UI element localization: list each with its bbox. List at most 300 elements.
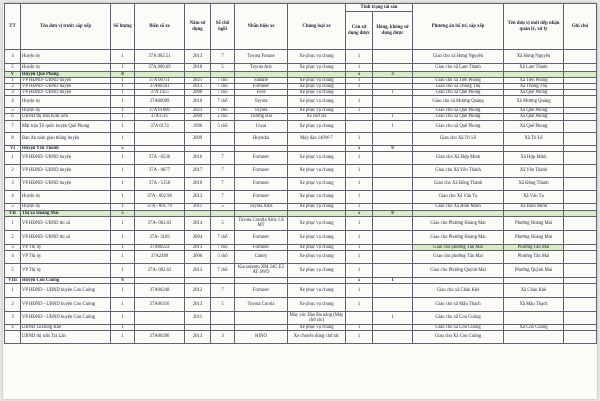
cell-broken bbox=[373, 331, 413, 344]
cell-new-unit: Phường Quỳnh Mai bbox=[504, 263, 564, 277]
cell-usable: 1 bbox=[346, 78, 373, 84]
header-note: Ghi chú bbox=[564, 4, 597, 50]
cell-type: Máy xúc Đào Đa năng (Máy chở rác) bbox=[288, 311, 346, 324]
cell-seats: 5 bbox=[211, 216, 235, 230]
cell-usable: 1 bbox=[346, 177, 373, 190]
cell-year: 2011 bbox=[185, 311, 211, 324]
cell-plate: 37A- 3169 bbox=[135, 230, 185, 244]
cell-qty: 1 bbox=[111, 164, 135, 177]
table-row bbox=[5, 203, 597, 210]
table-row bbox=[5, 283, 597, 297]
cell-new-unit: Xã Châu Khê bbox=[504, 283, 564, 297]
cell-tt: 2 bbox=[5, 84, 21, 90]
cell-plan: Giao cho Xã Hợp Minh bbox=[413, 151, 504, 164]
cell-plate: 37A 00751 bbox=[135, 78, 185, 84]
cell-new-unit: Phường Tân Mai bbox=[504, 244, 564, 250]
cell-qty: 1 bbox=[111, 216, 135, 230]
cell-year: 2008 bbox=[185, 90, 211, 96]
cell-usable: 5 bbox=[346, 277, 373, 283]
cell-type: Xe phục vụ chung bbox=[288, 230, 346, 244]
cell-qty: 1 bbox=[111, 108, 135, 114]
cell-new-unit: Phường Tân Mai bbox=[504, 250, 564, 263]
cell-tt: 2 bbox=[5, 297, 21, 311]
table-row bbox=[5, 331, 597, 344]
cell-type: Xe phục vụ chung bbox=[288, 84, 346, 90]
cell-tt: V bbox=[5, 72, 21, 78]
header-year: Năm sử dụng bbox=[185, 4, 211, 50]
cell-plan: Giao cho Phường Quỳnh Mai bbox=[413, 263, 504, 277]
cell-note bbox=[564, 132, 597, 145]
cell-plan: Giao cho xã Thông Thụ bbox=[413, 84, 504, 90]
header-plate: Biển số xe bbox=[135, 4, 185, 50]
cell-qty: 1 bbox=[111, 50, 135, 64]
table-row bbox=[5, 177, 597, 190]
cell-tt: 6 bbox=[5, 114, 21, 120]
cell-qty: 1 bbox=[111, 132, 135, 145]
cell-note bbox=[564, 216, 597, 230]
cell-seats: 5 bbox=[211, 64, 235, 72]
vehicle-table bbox=[4, 3, 597, 344]
cell-seats: 7 bbox=[211, 50, 235, 64]
cell-plan: Giao cho xã Mường Quàng bbox=[413, 96, 504, 108]
cell-qty: 6 bbox=[111, 277, 135, 283]
cell-seats: 7 bbox=[211, 177, 235, 190]
cell-usable: 1 bbox=[346, 108, 373, 114]
cell-tt: VIII bbox=[5, 277, 21, 283]
cell-new-unit: Phường Hoàng Mai bbox=[504, 216, 564, 230]
cell-usable: 1 bbox=[346, 84, 373, 90]
table-row bbox=[5, 263, 597, 277]
cell-plate: 37A- 003.03 bbox=[135, 216, 185, 230]
cell-year: 2016 bbox=[185, 151, 211, 164]
cell-seats: 7 chỗ bbox=[211, 244, 235, 250]
cell-type: Xe phục vụ chung bbox=[288, 283, 346, 297]
cell-plan: Giao cho xã Hưng Nguyên bbox=[413, 50, 504, 64]
cell-plan: Giao cho xã Lam Thành bbox=[413, 64, 504, 72]
cell-note bbox=[564, 263, 597, 277]
cell-usable: 1 bbox=[346, 250, 373, 263]
cell-usable: 1 bbox=[346, 230, 373, 244]
cell-tt: 5 bbox=[5, 203, 21, 210]
cell-qty: 1 bbox=[111, 230, 135, 244]
cell-brand: Toyota Atis bbox=[235, 64, 288, 72]
cell-unit: Huyện ủy bbox=[21, 64, 111, 72]
cell-new-unit: Xã Quế Phong bbox=[504, 90, 564, 96]
cell-type: Xe phục vụ chung bbox=[288, 64, 346, 72]
cell-broken: 1 bbox=[373, 90, 413, 96]
cell-brand: Toyota Fotune bbox=[235, 50, 288, 64]
cell-unit: Ban An toàn giao thông huyện bbox=[21, 132, 111, 145]
cell-plate: 37A00248 bbox=[135, 283, 185, 297]
cell-brand: Uwai bbox=[235, 120, 288, 132]
cell-note bbox=[564, 190, 597, 203]
cell-type: Xe phục vụ chung bbox=[288, 190, 346, 203]
cell-tt: 1 bbox=[5, 78, 21, 84]
cell-plan: Giao cho xã Quế Phong bbox=[413, 114, 504, 120]
cell-type: Xe phục vụ chung bbox=[288, 108, 346, 114]
cell-plan: Giao cho Xã Tri Lễ bbox=[413, 132, 504, 145]
cell-seats: 7 bbox=[211, 151, 235, 164]
cell-usable: 1 bbox=[346, 244, 373, 250]
header-qty: Số lượng bbox=[111, 4, 135, 50]
cell-plate: 37A - 002.98 bbox=[135, 190, 185, 203]
cell-qty: 5 bbox=[111, 210, 135, 216]
cell-broken bbox=[373, 164, 413, 177]
cell-type: Xe chuyên dùng chở rác bbox=[288, 331, 346, 344]
cell-usable: 1 bbox=[346, 64, 373, 72]
cell-qty: 8 bbox=[111, 72, 135, 78]
cell-new-unit: Xã Quế Phong bbox=[504, 114, 564, 120]
table-row bbox=[5, 132, 597, 145]
cell-note bbox=[564, 283, 597, 297]
cell-tt: 3 bbox=[5, 311, 21, 324]
cell-brand: Fortuner bbox=[235, 177, 288, 190]
cell-brand: Toyota Corolla Altis 1.8 MT bbox=[235, 216, 288, 230]
cell-broken: 0 bbox=[373, 145, 413, 151]
cell-broken: 0 bbox=[373, 210, 413, 216]
cell-unit: VP HĐND- UBND thị xã bbox=[21, 230, 111, 244]
cell-qty: 1 bbox=[111, 78, 135, 84]
cell-broken: 1 bbox=[373, 277, 413, 283]
cell-qty: 1 bbox=[111, 114, 135, 120]
cell-tt: 1 bbox=[5, 216, 21, 230]
cell-note bbox=[564, 96, 597, 108]
cell-tt: 3 bbox=[5, 90, 21, 96]
cell-qty: 1 bbox=[111, 96, 135, 108]
cell-usable: 1 bbox=[346, 324, 373, 330]
cell-brand: Fortuner bbox=[235, 244, 288, 250]
cell-seats bbox=[211, 311, 235, 324]
cell-unit: Huyện ủy bbox=[21, 108, 111, 114]
cell-type: Xe phục vụ chung bbox=[288, 151, 346, 164]
cell-usable bbox=[346, 120, 373, 132]
cell-type: Xe phục vụ chung bbox=[288, 250, 346, 263]
cell-year: 2023 bbox=[185, 108, 211, 114]
cell-type: Xe phục vụ chung bbox=[288, 324, 346, 330]
cell-plate: 37A2489 bbox=[135, 250, 185, 263]
cell-year: 2014 bbox=[185, 216, 211, 230]
cell-qty: 1 bbox=[111, 331, 135, 344]
cell-unit: Huyện ủy bbox=[21, 96, 111, 108]
cell-usable: 1 bbox=[346, 331, 373, 344]
cell-year: 2012 bbox=[185, 283, 211, 297]
cell-plan: Giao cho Xã Vân Tụ bbox=[413, 190, 504, 203]
cell-broken bbox=[373, 203, 413, 210]
cell-year: 2010 bbox=[185, 177, 211, 190]
header-seats: Số chỗ ngồi bbox=[211, 4, 235, 50]
cell-qty: 1 bbox=[111, 84, 135, 90]
cell-plan: Giao cho Phường Hoàng Mai bbox=[413, 230, 504, 244]
cell-unit: VP HĐND- UBND thị xã bbox=[21, 216, 111, 230]
table-row bbox=[5, 151, 597, 164]
cell-usable: 1 bbox=[346, 263, 373, 277]
cell-unit: VP HĐND- UBND huyện bbox=[21, 151, 111, 164]
cell-broken bbox=[373, 263, 413, 277]
cell-usable bbox=[346, 311, 373, 324]
cell-note bbox=[564, 297, 597, 311]
cell-unit: Mặt trận Tổ quốc huyện Quế Phong bbox=[21, 120, 111, 132]
cell-plan: Giao cho xã Quế Phong bbox=[413, 120, 504, 132]
cell-plate: 37A - 0677 bbox=[135, 164, 185, 177]
cell-new-unit: Xã Bình Minh bbox=[504, 203, 564, 210]
cell-plate: 37A.006.69 bbox=[135, 64, 185, 72]
cell-plate: 37A- 002.62 bbox=[135, 263, 185, 277]
cell-type: Xe phục vụ chung bbox=[288, 203, 346, 210]
cell-seats: 7 bbox=[211, 164, 235, 177]
cell-seats: 7 bbox=[211, 283, 235, 297]
cell-type: Xe phục vụ chung bbox=[288, 177, 346, 190]
cell-year: 2009 bbox=[185, 132, 211, 145]
cell-plan: Giao cho xã Châu Khê bbox=[413, 283, 504, 297]
cell-year: 2006 bbox=[185, 250, 211, 263]
header-unit: Tên đơn vị trước sắp xếp bbox=[21, 4, 111, 50]
table-row bbox=[5, 64, 597, 72]
cell-brand bbox=[235, 311, 288, 324]
cell-tt: 4 bbox=[5, 50, 21, 64]
table-row bbox=[5, 190, 597, 203]
cell-note bbox=[564, 50, 597, 64]
cell-plate: 37A - 5158 bbox=[135, 177, 185, 190]
cell-unit: Huyện Con Cuông bbox=[21, 277, 111, 283]
cell-plan: Giao cho xã Quế Phong bbox=[413, 108, 504, 114]
cell-unit: Thị xã Hoàng Mai bbox=[21, 210, 111, 216]
cell-seats: 7 chỗ bbox=[211, 78, 235, 84]
cell-brand: Toyota Altis bbox=[235, 203, 288, 210]
header-new-unit: Tên đơn vị mới tiếp nhận quản lý, xử lý bbox=[504, 4, 564, 50]
cell-broken bbox=[373, 64, 413, 72]
cell-tt: 8 bbox=[5, 132, 21, 145]
cell-brand: Fortuner bbox=[235, 190, 288, 203]
header-usable: Còn sử dụng được bbox=[346, 12, 373, 50]
table-row bbox=[5, 216, 597, 230]
header-brand: Nhãn hiệu xe bbox=[235, 4, 288, 50]
cell-year: 2009 bbox=[185, 114, 211, 120]
header-broken: Hỏng, không sử dụng được bbox=[373, 12, 413, 50]
cell-year: 2013 bbox=[185, 263, 211, 277]
cell-year: 2013 bbox=[185, 244, 211, 250]
cell-broken bbox=[373, 216, 413, 230]
cell-usable: 1 bbox=[346, 297, 373, 311]
cell-unit: Huyện ủy bbox=[21, 190, 111, 203]
cell-seats: 7 chỗ bbox=[211, 230, 235, 244]
cell-new-unit: Xã Vân Tụ bbox=[504, 190, 564, 203]
cell-plate: 37A.002.51 bbox=[135, 50, 185, 64]
cell-type: Máy đào 140W-7 bbox=[288, 132, 346, 145]
cell-brand: Santafe bbox=[235, 78, 288, 84]
cell-tt: VI bbox=[5, 145, 21, 151]
cell-broken: 3 bbox=[373, 72, 413, 78]
cell-unit: UBND thị trấn Kim Sơn bbox=[21, 114, 111, 120]
cell-broken bbox=[373, 283, 413, 297]
cell-seats: 5 bbox=[211, 297, 235, 311]
cell-brand: Camry bbox=[235, 250, 288, 263]
cell-plate: 37A1511 bbox=[135, 114, 185, 120]
cell-tt: 5 bbox=[5, 263, 21, 277]
table-row bbox=[5, 311, 597, 324]
cell-plan: Giao cho Xã Yên Thành bbox=[413, 164, 504, 177]
cell-qty: 1 bbox=[111, 324, 135, 330]
cell-usable: 1 bbox=[346, 164, 373, 177]
cell-brand: Trường Hải bbox=[235, 114, 288, 120]
cell-tt: 4 bbox=[5, 250, 21, 263]
table-body bbox=[5, 50, 597, 344]
cell-plan: Giao cho xã Quế Phong bbox=[413, 90, 504, 96]
cell-usable: 1 bbox=[346, 216, 373, 230]
cell-note bbox=[564, 203, 597, 210]
cell-plate: 37A - 0536 bbox=[135, 151, 185, 164]
header-plan: Phương án bố trí, sắp xếp bbox=[413, 4, 504, 50]
cell-brand: Kia sorento XM 24G E2 AT 4WD bbox=[235, 263, 288, 277]
cell-unit: VP HĐND - UBND huyện Con Cuông bbox=[21, 311, 111, 324]
cell-broken bbox=[373, 230, 413, 244]
cell-brand: Toyota bbox=[235, 108, 288, 114]
cell-year: 1996 bbox=[185, 120, 211, 132]
cell-qty: 1 bbox=[111, 177, 135, 190]
cell-new-unit: Xã Mậu Thạch bbox=[504, 297, 564, 311]
cell-year: 2004 bbox=[185, 230, 211, 244]
cell-unit: Huyện Quế Phong bbox=[21, 72, 111, 78]
cell-qty: 1 bbox=[111, 203, 135, 210]
cell-unit: Huyện ủy bbox=[21, 50, 111, 64]
cell-usable: 1 bbox=[346, 283, 373, 297]
cell-plate: 37A00341 bbox=[135, 84, 185, 90]
cell-unit: UBND xã Bồng Khê bbox=[21, 324, 111, 330]
cell-seats: 3 bbox=[211, 331, 235, 344]
cell-tt: 2 bbox=[5, 164, 21, 177]
cell-broken bbox=[373, 96, 413, 108]
cell-broken: 1 bbox=[373, 311, 413, 324]
cell-plate: 37A00316 bbox=[135, 297, 185, 311]
cell-seats: 7 chỗ bbox=[211, 96, 235, 108]
cell-brand: Toyota Corola bbox=[235, 297, 288, 311]
cell-new-unit: Xã Hưng Nguyên bbox=[504, 50, 564, 64]
cell-brand: Ford bbox=[235, 90, 288, 96]
cell-unit: VP Thị ủy bbox=[21, 244, 111, 250]
cell-broken bbox=[373, 190, 413, 203]
cell-new-unit: Xã Lam Thành bbox=[504, 64, 564, 72]
cell-brand: Fortuner bbox=[235, 164, 288, 177]
cell-note bbox=[564, 64, 597, 72]
cell-tt: 4 bbox=[5, 190, 21, 203]
cell-qty: 1 bbox=[111, 190, 135, 203]
header-type: Chủng loại xe bbox=[288, 4, 346, 50]
cell-new-unit bbox=[504, 311, 564, 324]
header-status: Tình trạng tài sản bbox=[346, 4, 413, 12]
cell-plate: 37A 01006 bbox=[135, 108, 185, 114]
header-tt: TT bbox=[5, 4, 21, 50]
cell-unit: VP HĐND- UBND huyện bbox=[21, 177, 111, 190]
cell-new-unit: Xã Tiền Phong bbox=[504, 78, 564, 84]
cell-new-unit: Xã Con Cuông bbox=[504, 324, 564, 330]
cell-usable: 1 bbox=[346, 203, 373, 210]
cell-year: 2013 bbox=[185, 84, 211, 90]
cell-note bbox=[564, 177, 597, 190]
cell-plan: Giao cho xã Con Cuông bbox=[413, 311, 504, 324]
cell-plan: Giao cho Xã Đông Thành bbox=[413, 177, 504, 190]
table-row bbox=[5, 96, 597, 108]
cell-type: Xe phục vụ chung bbox=[288, 96, 346, 108]
cell-plate: 37A 1455 bbox=[135, 90, 185, 96]
cell-qty: 1 bbox=[111, 151, 135, 164]
cell-unit: VP Thị ủy bbox=[21, 250, 111, 263]
cell-new-unit: Xã Tri Lễ bbox=[504, 132, 564, 145]
table-row bbox=[5, 297, 597, 311]
cell-qty: 1 bbox=[111, 90, 135, 96]
cell-broken: 1 bbox=[373, 114, 413, 120]
cell-new-unit bbox=[504, 331, 564, 344]
cell-plan: Giao cho xã Tiền Phong bbox=[413, 78, 504, 84]
cell-unit: VP HĐND- UBND huyện bbox=[21, 84, 111, 90]
table-row bbox=[5, 50, 597, 64]
cell-seats: 2 chỗ bbox=[211, 114, 235, 120]
cell-year: 2010 bbox=[185, 96, 211, 108]
cell-qty: 1 bbox=[111, 120, 135, 132]
cell-qty: 1 bbox=[111, 311, 135, 324]
cell-plan: Giao cho phường Tân Mai bbox=[413, 250, 504, 263]
cell-unit: Huyện Yên Thành bbox=[21, 145, 111, 151]
cell-usable: 1 bbox=[346, 132, 373, 145]
cell-new-unit: Xã Thông Thụ bbox=[504, 84, 564, 90]
cell-year: 2013 bbox=[185, 331, 211, 344]
cell-usable: 5 bbox=[346, 145, 373, 151]
cell-new-unit: Xã Quế Phong bbox=[504, 120, 564, 132]
cell-brand: Fortuner bbox=[235, 84, 288, 90]
cell-broken bbox=[373, 132, 413, 145]
cell-usable: 1 bbox=[346, 151, 373, 164]
cell-usable: 1 bbox=[346, 96, 373, 108]
cell-plan: Giao cho Xã Con Cuông bbox=[413, 331, 504, 344]
cell-type: Xe phục vụ chung bbox=[288, 90, 346, 96]
cell-unit: Huyện ủy bbox=[21, 203, 111, 210]
cell-broken bbox=[373, 50, 413, 64]
cell-type: Xe phục vụ chung bbox=[288, 50, 346, 64]
cell-note bbox=[564, 250, 597, 263]
cell-unit: VP HĐND- UBND huyện bbox=[21, 78, 111, 84]
cell-type: Xe phục vụ chung bbox=[288, 120, 346, 132]
cell-brand: Fortuner bbox=[235, 283, 288, 297]
cell-plate: 37A00089 bbox=[135, 96, 185, 108]
cell-year: 2013 bbox=[185, 297, 211, 311]
cell-note bbox=[564, 311, 597, 324]
cell-new-unit: Xã Yên Thành bbox=[504, 164, 564, 177]
cell-seats: 7 chỗ bbox=[211, 84, 235, 90]
cell-tt: 5 bbox=[5, 108, 21, 114]
cell-brand: Fortuner bbox=[235, 151, 288, 164]
cell-new-unit: Phường Hoàng Mai bbox=[504, 230, 564, 244]
cell-usable: 1 bbox=[346, 190, 373, 203]
cell-type: Xe chở rác bbox=[288, 114, 346, 120]
cell-plan: Giao cho phường Tân Mai bbox=[413, 244, 504, 250]
cell-unit: VP Thị ủy bbox=[21, 263, 111, 277]
cell-broken bbox=[373, 250, 413, 263]
cell-note bbox=[564, 164, 597, 177]
cell-tt: 7 bbox=[5, 120, 21, 132]
cell-plate: 37A00223 bbox=[135, 244, 185, 250]
cell-seats: 5 chỗ bbox=[211, 120, 235, 132]
cell-seats: 7 bbox=[211, 190, 235, 203]
cell-note bbox=[564, 331, 597, 344]
cell-plate: 37A00396 bbox=[135, 331, 185, 344]
cell-broken bbox=[373, 297, 413, 311]
cell-qty: 1 bbox=[111, 297, 135, 311]
cell-note bbox=[564, 151, 597, 164]
cell-year: 2017 bbox=[185, 164, 211, 177]
cell-qty: 1 bbox=[111, 244, 135, 250]
cell-unit: UBND thị trấn Trà Lân bbox=[21, 331, 111, 344]
cell-note bbox=[564, 230, 597, 244]
table-row bbox=[5, 230, 597, 244]
cell-qty: 1 bbox=[111, 250, 135, 263]
